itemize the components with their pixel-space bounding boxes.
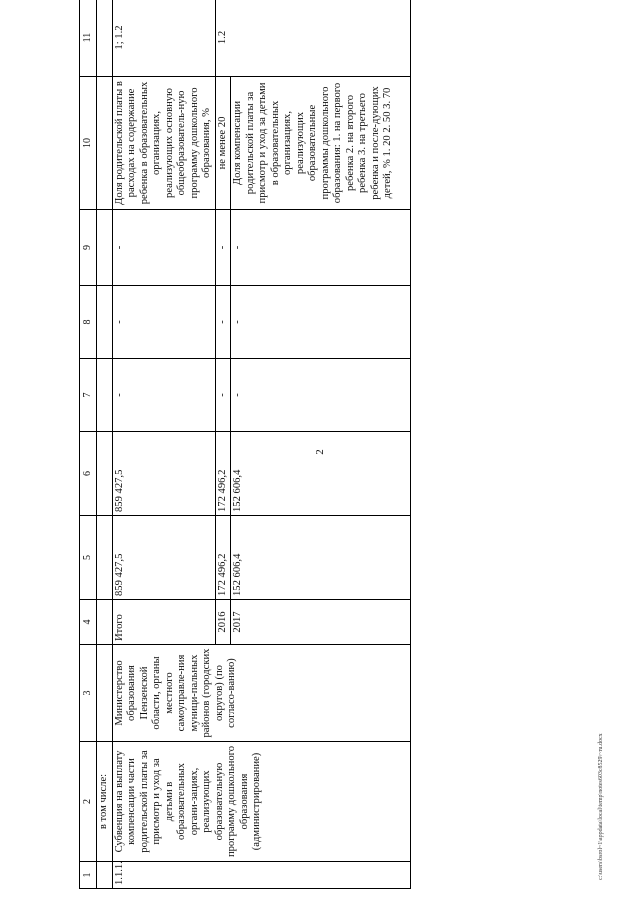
other-funding: - — [215, 210, 231, 286]
regional-funding: 859 427,5 — [112, 432, 215, 516]
total-funding: 859 427,5 — [112, 516, 215, 600]
rotated-table-wrapper — [79, 19, 585, 889]
indicator: Доля родительской платы в расходах на содержание ребенка в образовательных организациях, реализующих основную общеобразователь-ную программу дошкольного образования, % — [112, 77, 215, 210]
measure-name: Субвенция на выплату компенсации части родительской платы за присмотр и уход за детьми в образовательных органи-зациях, реализующих образовательную программу дошкольного образования (администрирование) — [112, 742, 411, 862]
col-header: 1 — [80, 862, 97, 889]
other-funding: - — [231, 210, 411, 286]
col-header: 9 — [80, 210, 97, 286]
col-header: 7 — [80, 359, 97, 432]
col-header: 4 — [80, 600, 97, 645]
col-header: 10 — [80, 77, 97, 210]
col-header: 2 — [80, 742, 97, 862]
municipal-funding: - — [215, 286, 231, 359]
regional-funding: 152 606,4 — [231, 432, 411, 516]
link-to-goal: 1; 1.2 — [112, 0, 215, 77]
municipal-funding: - — [112, 286, 215, 359]
period-total: Итого — [112, 600, 215, 645]
regional-funding: 172 496,2 — [215, 432, 231, 516]
other-funding: - — [112, 210, 215, 286]
executor: Министерство образования Пензенской области, органы местного самоуправле-ния муници-пальных районов (городских округов) (по согласо-ванию) — [112, 645, 411, 742]
subheading-row — [97, 0, 113, 889]
year: 2017 — [231, 600, 411, 645]
indicator: не менее 20 — [215, 77, 231, 210]
indicator: Доля компенсации родительской платы за присмотр и уход за детьми в образовательных организациях, реализующих образовательные программы дошкольного образования: 1. на первого ребенка 2. на второго ребенка 3. на третьего ребенка и после-дующих детей, % 1. 20 2. 50 3. 70 — [231, 77, 411, 210]
program-table — [79, 0, 411, 889]
total-funding: 152 606,4 — [231, 516, 411, 600]
file-path-footer: c:\users\bsrol~1\appdata\local\temp\notes603c8529\~ru.docx — [598, 733, 604, 880]
link-to-goal: 1.2 — [215, 0, 411, 77]
column-number-row — [80, 0, 97, 889]
col-header: 3 — [80, 645, 97, 742]
row-number: 1.1.1. — [112, 862, 411, 889]
col-header: 8 — [80, 286, 97, 359]
col-header: 5 — [80, 516, 97, 600]
total-funding: 172 496,2 — [215, 516, 231, 600]
table-row — [112, 0, 215, 889]
col-header: 6 — [80, 432, 97, 516]
federal-funding: - — [215, 359, 231, 432]
col-header: 11 — [80, 0, 97, 77]
federal-funding: - — [112, 359, 215, 432]
federal-funding: - — [231, 359, 411, 432]
page-number: 2 — [314, 449, 326, 455]
subheading: в том числе: — [97, 742, 113, 862]
year: 2016 — [215, 600, 231, 645]
municipal-funding: - — [231, 286, 411, 359]
